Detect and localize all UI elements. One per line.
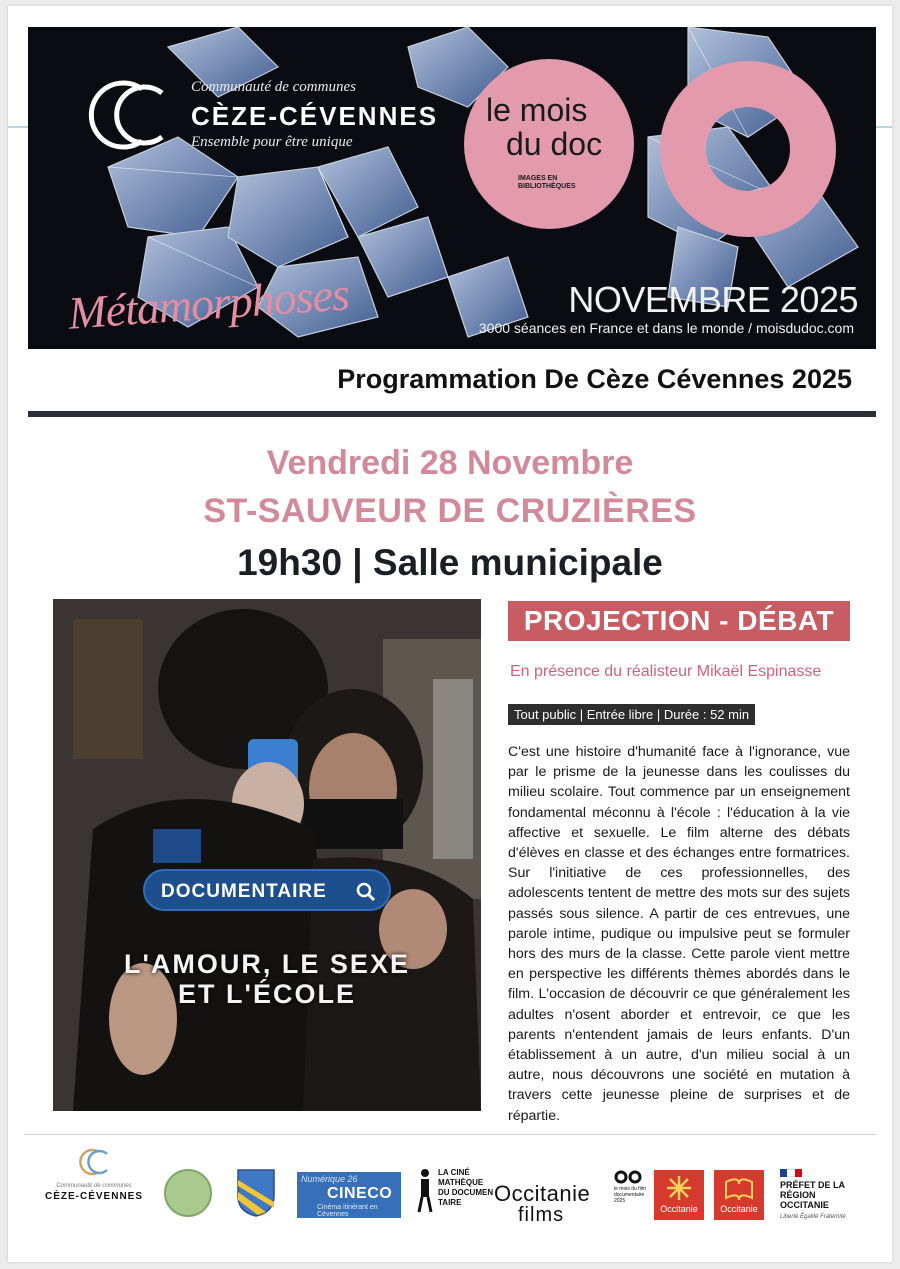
film-poster (53, 599, 481, 1111)
mois-doc-small-logo (614, 1170, 654, 1204)
mois-doc-ring (660, 61, 836, 237)
search-icon (355, 881, 377, 903)
event-time-place: 19h30 | Salle municipale (237, 542, 663, 583)
projection-debat-badge: PROJECTION - DÉBAT (508, 601, 850, 641)
footer-divider (24, 1134, 876, 1135)
green-seal-logo (164, 1169, 212, 1217)
flyer-page (8, 6, 892, 1262)
cinematheque-text: LA CINÉ MATHÈQUE DU DOCUMEN TAIRE (438, 1168, 494, 1207)
footer-cc-name: CÈZE-CÉVENNES (44, 1191, 143, 1202)
program-title: Programmation De Cèze Cévennes 2025 (337, 364, 852, 394)
info-tag: Tout public | Entrée libre | Durée : 52 min (508, 704, 755, 725)
edge-line-right (876, 126, 892, 128)
footer-cc-small: Communauté de communes (56, 1183, 132, 1189)
cc-small-icon (77, 1146, 111, 1178)
cineco-sub: Cinéma itinérant en Cévennes (317, 1204, 378, 1218)
mois-doc-circles-icon (614, 1170, 644, 1184)
french-flag-icon (780, 1169, 802, 1177)
occitanie-book-logo (714, 1170, 764, 1220)
film-description: C'est une histoire d'humanité face à l'ignorance, vue par le prisme de la jeunesse dans les coulisses du milieu scolaire. Tout commence par un enseignement fondamental méconnu à l'école : l'éducation à la vie affective et sexuelle. Le film alterne des débats d'élèves en classe et des échanges entre formatrices. Sur l'initiative de ces professionnelles, des adolescents tentent de mettre des mots sur des sujets passés sous silence. A partir de ces entrevues, une parole intime, pudique ou impulsive peut se formuler hors des murs de la classe. Cette parole vient mettre en perspective les différents thèmes abordés dans le film. L'occasion de découvrir ce que généralement les adultes n'osent aborder et entrevoir, ce que les parents n'entendent jamais de leurs enfants. D'un établissement à un autre, d'un milieu social à un autre, nous découvrons une société en mutation à travers cette jeunesse pleine de surprises et de répartie. (508, 744, 850, 1124)
footer-cc-logo (38, 1146, 150, 1202)
cinematheque-logo (416, 1168, 496, 1219)
coat-of-arms-icon (236, 1168, 276, 1218)
documentaire-badge (143, 869, 391, 911)
theme-title: Métamorphoses (66, 268, 351, 339)
occitan-cross-icon (664, 1174, 694, 1202)
event-date: Vendredi 28 Novembre (266, 444, 634, 482)
film-title (53, 949, 481, 1009)
edge-line-left (8, 126, 28, 128)
event-town: ST-SAUVEUR DE CRUZIÈRES (203, 492, 697, 530)
film-title-line2: ET L'ÉCOLE (178, 979, 356, 1009)
occitanie-films-word2: films (518, 1204, 565, 1226)
director-presence: En présence du réalisteur Mikaël Espinasse (510, 663, 822, 680)
mois-doc-line1: le mois (486, 92, 588, 128)
cc-logo (84, 75, 176, 155)
cineco-name: CINECO (327, 1185, 393, 1202)
occitanie-films-word1: Occitanie (494, 1181, 591, 1206)
cineco-top: Numérique 26 (301, 1174, 358, 1184)
mois-doc-line2: du doc (506, 126, 603, 162)
film-title-line1: L'AMOUR, LE SEXE (124, 949, 410, 979)
divider (28, 411, 876, 417)
cc-motto: Ensemble pour être unique (191, 134, 353, 150)
seances-line: 3000 séances en France et dans le monde / moisdudoc.com (478, 320, 854, 336)
book-icon (723, 1174, 755, 1202)
prefet-text: PRÉFET DE LA RÉGION OCCITANIE (780, 1180, 845, 1210)
cineco-logo (297, 1172, 401, 1218)
prefet-logo (780, 1169, 860, 1222)
region-occitanie-label: Occitanie (660, 1204, 698, 1214)
poster-photo (53, 599, 481, 1111)
prefet-motto: Liberté Égalité Fraternité (780, 1214, 846, 1220)
mois-doc-small-text: le mois du film documentaire 2025 (614, 1186, 646, 1204)
documentaire-label: DOCUMENTAIRE (161, 881, 327, 902)
header-banner (28, 27, 876, 349)
occitanie-book-label: Occitanie (720, 1204, 758, 1214)
month-label: NOVEMBRE 2025 (568, 279, 858, 320)
cc-org-line: Communauté de communes (191, 79, 356, 95)
region-occitanie-logo (654, 1170, 704, 1220)
person-icon (416, 1168, 434, 1214)
cc-name: CÈZE-CÉVENNES (191, 101, 439, 131)
images-bibliotheques: IMAGES EN BIBLIOTHÈQUES (518, 175, 576, 190)
